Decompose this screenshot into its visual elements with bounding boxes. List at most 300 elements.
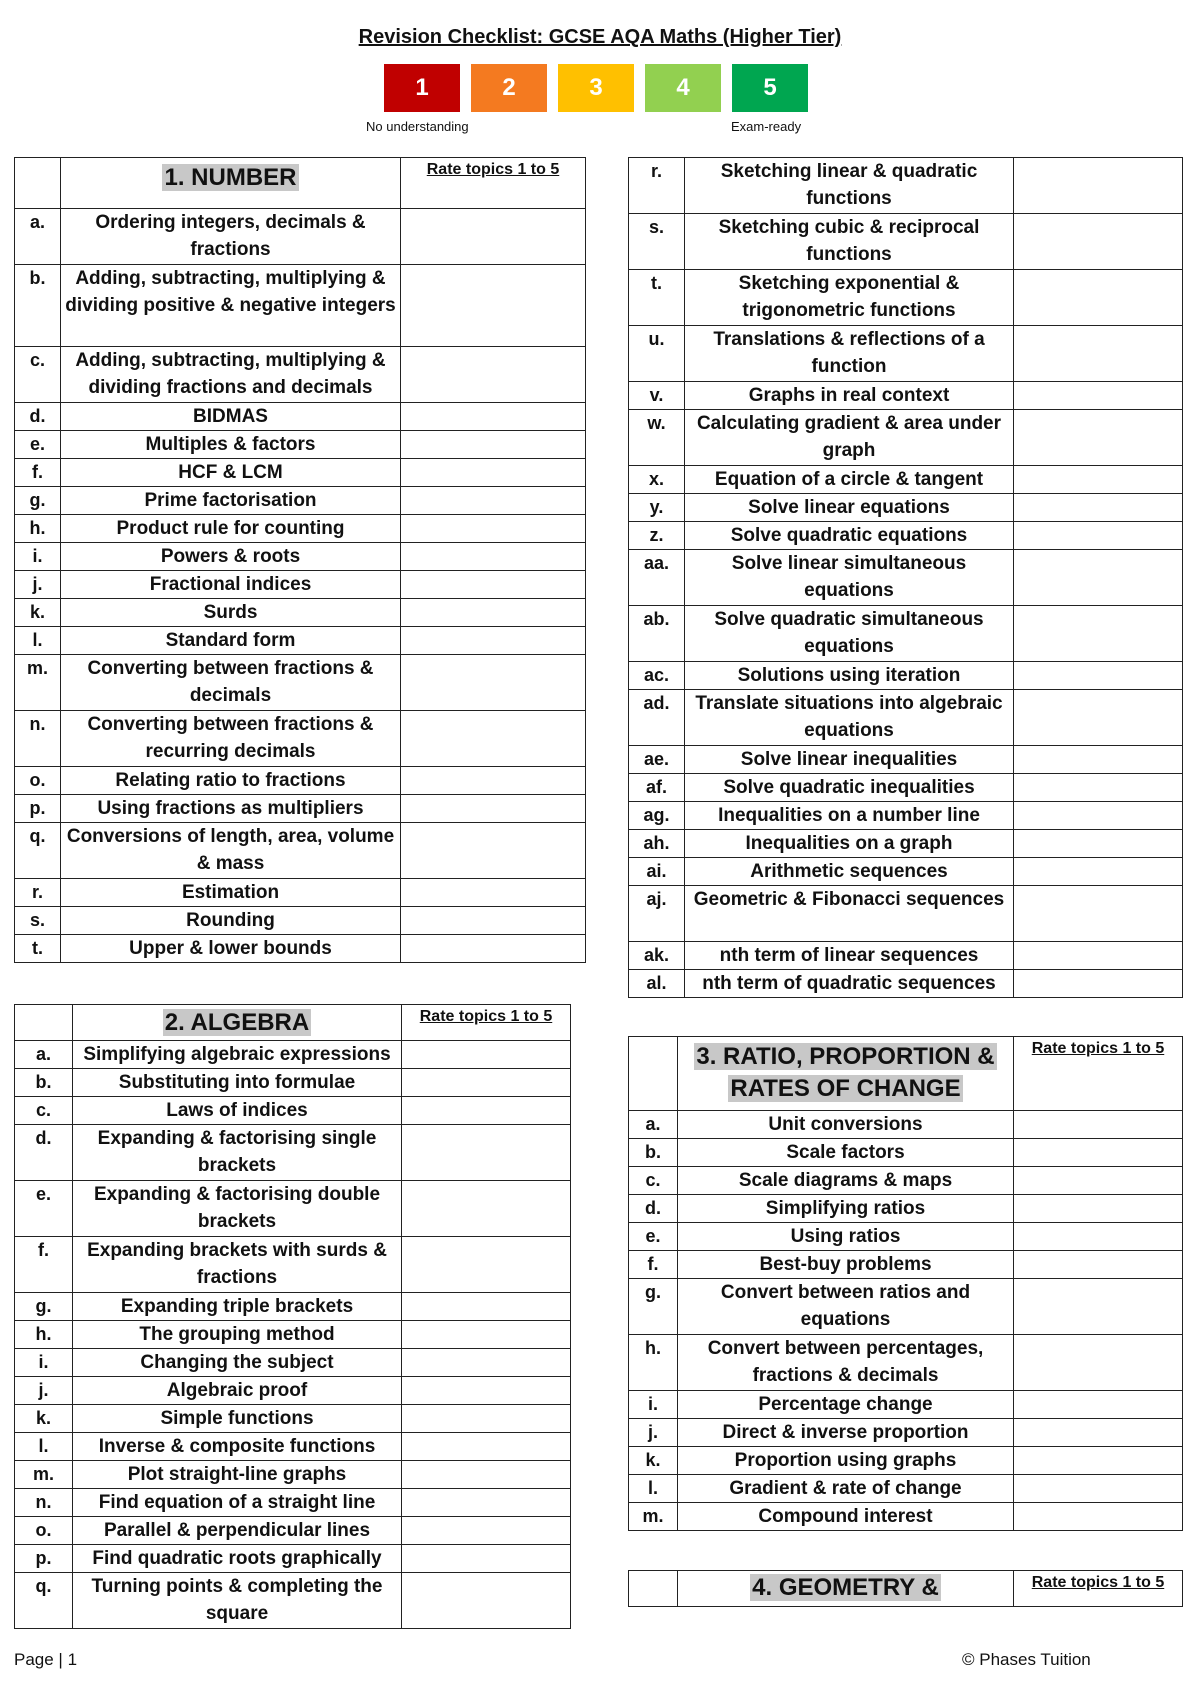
table-row <box>15 907 586 935</box>
rating-cell[interactable] <box>402 1293 571 1321</box>
rating-cell[interactable] <box>402 1069 571 1097</box>
topic-name: Relating ratio to fractions <box>61 767 401 795</box>
topic-name: Upper & lower bounds <box>61 935 401 963</box>
topic-letter: e. <box>15 1181 73 1237</box>
topic-name: Unit conversions <box>678 1111 1014 1139</box>
topic-name: Solve quadratic simultaneous equations <box>685 606 1014 662</box>
table-row <box>629 746 1183 774</box>
rating-1-box: 1 <box>384 64 460 112</box>
rating-cell[interactable] <box>401 209 586 265</box>
topic-letter: al. <box>629 970 685 998</box>
table-row <box>15 1097 571 1125</box>
topic-letter: w. <box>629 410 685 466</box>
table-row <box>15 1461 571 1489</box>
topic-name: nth term of linear sequences <box>685 942 1014 970</box>
rating-cell[interactable] <box>402 1517 571 1545</box>
table-row <box>15 209 586 265</box>
table-row <box>15 767 586 795</box>
table-row <box>15 935 586 963</box>
topic-letter: j. <box>15 1377 73 1405</box>
table-row <box>15 459 586 487</box>
rating-cell[interactable] <box>401 543 586 571</box>
table-header-row <box>15 1005 571 1041</box>
rating-cell[interactable] <box>1014 830 1183 858</box>
topic-letter: a. <box>15 1041 73 1069</box>
rating-cell[interactable] <box>1014 1167 1183 1195</box>
ratio-table <box>628 1036 1183 1531</box>
table-row <box>629 522 1183 550</box>
topic-letter: p. <box>15 1545 73 1573</box>
rating-cell[interactable] <box>402 1097 571 1125</box>
topic-letter: h. <box>15 1321 73 1349</box>
rating-cell[interactable] <box>1014 1195 1183 1223</box>
table-row <box>15 1181 571 1237</box>
topic-letter: c. <box>15 1097 73 1125</box>
topic-letter: m. <box>629 1503 678 1531</box>
topic-name: Prime factorisation <box>61 487 401 515</box>
rating-cell[interactable] <box>401 347 586 403</box>
table-row <box>15 543 586 571</box>
copyright: © Phases Tuition <box>962 1650 1091 1669</box>
table-row <box>629 802 1183 830</box>
table-row <box>629 466 1183 494</box>
table-row <box>15 655 586 711</box>
rating-cell[interactable] <box>401 459 586 487</box>
rating-2-box: 2 <box>471 64 547 112</box>
rating-cell[interactable] <box>402 1321 571 1349</box>
table-row <box>629 550 1183 606</box>
topic-name: Simple functions <box>73 1405 402 1433</box>
algebra-table <box>14 1004 571 1629</box>
rating-cell[interactable] <box>401 431 586 459</box>
section-title: 3. RATIO, PROPORTION & RATES OF CHANGE <box>678 1037 1014 1111</box>
topic-letter: j. <box>15 571 61 599</box>
rating-cell[interactable] <box>402 1349 571 1377</box>
topic-letter: d. <box>15 403 61 431</box>
table-row <box>629 774 1183 802</box>
rating-cell[interactable] <box>401 571 586 599</box>
topic-name: Simplifying algebraic expressions <box>73 1041 402 1069</box>
rating-cell[interactable] <box>1014 270 1183 326</box>
topic-letter: s. <box>629 214 685 270</box>
topic-name: Calculating gradient & area under graph <box>685 410 1014 466</box>
rating-cell[interactable] <box>401 627 586 655</box>
topic-letter: q. <box>15 1573 73 1629</box>
topic-letter: ad. <box>629 690 685 746</box>
topic-name: Surds <box>61 599 401 627</box>
topic-name: Convert between ratios and equations <box>678 1279 1014 1335</box>
scale-low-caption: No understanding <box>366 119 469 134</box>
rating-cell[interactable] <box>402 1181 571 1237</box>
table-row <box>15 1517 571 1545</box>
topic-letter: c. <box>629 1167 678 1195</box>
table-row <box>15 347 586 403</box>
topic-name: Percentage change <box>678 1391 1014 1419</box>
topic-name: Ordering integers, decimals & fractions <box>61 209 401 265</box>
topic-letter: ac. <box>629 662 685 690</box>
table-row <box>629 606 1183 662</box>
table-row <box>629 410 1183 466</box>
topic-name: Converting between fractions & recurring decimals <box>61 711 401 767</box>
table-row <box>15 515 586 543</box>
topic-name: Inequalities on a graph <box>685 830 1014 858</box>
rating-cell[interactable] <box>402 1461 571 1489</box>
topic-letter: e. <box>15 431 61 459</box>
topic-name: Scale diagrams & maps <box>678 1167 1014 1195</box>
topic-name: Inequalities on a number line <box>685 802 1014 830</box>
page-title: Revision Checklist: GCSE AQA Maths (Higher Tier) <box>358 26 842 48</box>
header-blank-cell <box>15 1005 73 1041</box>
topic-name: Changing the subject <box>73 1349 402 1377</box>
rate-topics-link[interactable]: Rate topics 1 to 5 <box>401 158 586 209</box>
topic-name: Find quadratic roots graphically <box>73 1545 402 1573</box>
topic-name: Turning points & completing the square <box>73 1573 402 1629</box>
rating-cell[interactable] <box>1014 858 1183 886</box>
table-row <box>629 830 1183 858</box>
topic-name: Compound interest <box>678 1503 1014 1531</box>
topic-name: Graphs in real context <box>685 382 1014 410</box>
topic-name: BIDMAS <box>61 403 401 431</box>
table-row <box>629 214 1183 270</box>
topic-letter: a. <box>629 1111 678 1139</box>
topic-letter: h. <box>629 1335 678 1391</box>
table-row <box>15 1573 571 1629</box>
topic-name: Translations & reflections of a function <box>685 326 1014 382</box>
rating-cell[interactable] <box>401 487 586 515</box>
topic-letter: u. <box>629 326 685 382</box>
topic-name: The grouping method <box>73 1321 402 1349</box>
table-row <box>629 494 1183 522</box>
topic-name: Sketching linear & quadratic functions <box>685 158 1014 214</box>
table-row <box>15 1125 571 1181</box>
topic-letter: k. <box>629 1447 678 1475</box>
topic-letter: k. <box>15 599 61 627</box>
topic-letter: v. <box>629 382 685 410</box>
table-row <box>629 970 1183 998</box>
topic-letter: p. <box>15 795 61 823</box>
table-header-row <box>629 1571 1183 1607</box>
rating-cell[interactable] <box>402 1433 571 1461</box>
table-row <box>15 265 586 347</box>
header-blank-cell <box>15 158 61 209</box>
topic-letter: o. <box>15 1517 73 1545</box>
table-row <box>629 886 1183 942</box>
rating-cell[interactable] <box>401 655 586 711</box>
topic-name: Equation of a circle & tangent <box>685 466 1014 494</box>
rating-cell[interactable] <box>401 265 586 347</box>
table-row <box>629 1251 1183 1279</box>
rating-cell[interactable] <box>1014 1447 1183 1475</box>
rating-cell[interactable] <box>401 711 586 767</box>
topic-name: Converting between fractions & decimals <box>61 655 401 711</box>
topic-letter: m. <box>15 1461 73 1489</box>
topic-name: Inverse & composite functions <box>73 1433 402 1461</box>
topic-name: Powers & roots <box>61 543 401 571</box>
topic-name: Expanding triple brackets <box>73 1293 402 1321</box>
topic-letter: ae. <box>629 746 685 774</box>
topic-name: Geometric & Fibonacci sequences <box>685 886 1014 942</box>
topic-name: Arithmetic sequences <box>685 858 1014 886</box>
rating-cell[interactable] <box>1014 466 1183 494</box>
rating-cell[interactable] <box>1014 1111 1183 1139</box>
rating-cell[interactable] <box>401 935 586 963</box>
table-header-row <box>629 1037 1183 1111</box>
table-row <box>629 942 1183 970</box>
topic-letter: t. <box>629 270 685 326</box>
topic-letter: ak. <box>629 942 685 970</box>
rating-cell[interactable] <box>401 879 586 907</box>
topic-letter: r. <box>15 879 61 907</box>
topic-letter: r. <box>629 158 685 214</box>
topic-letter: i. <box>629 1391 678 1419</box>
topic-name: Expanding & factorising single brackets <box>73 1125 402 1181</box>
table-row <box>15 1293 571 1321</box>
topic-name: Using ratios <box>678 1223 1014 1251</box>
header-blank-cell <box>629 1571 678 1607</box>
topic-name: Product rule for counting <box>61 515 401 543</box>
header-blank-cell <box>629 1037 678 1111</box>
table-row <box>629 1167 1183 1195</box>
topic-letter: o. <box>15 767 61 795</box>
topic-name: Convert between percentages, fractions & decimals <box>678 1335 1014 1391</box>
table-row <box>629 1475 1183 1503</box>
rating-cell[interactable] <box>402 1545 571 1573</box>
geometry-table <box>628 1570 1183 1607</box>
table-row <box>629 1503 1183 1531</box>
topic-name: Expanding & factorising double brackets <box>73 1181 402 1237</box>
topic-name: Sketching exponential & trigonometric functions <box>685 270 1014 326</box>
topic-name: Multiples & factors <box>61 431 401 459</box>
rating-cell[interactable] <box>402 1237 571 1293</box>
rating-cell[interactable] <box>1014 158 1183 214</box>
topic-name: Plot straight-line graphs <box>73 1461 402 1489</box>
rating-cell[interactable] <box>1014 774 1183 802</box>
rating-cell[interactable] <box>1014 606 1183 662</box>
rating-cell[interactable] <box>401 823 586 879</box>
table-row <box>15 599 586 627</box>
topic-name: Scale factors <box>678 1139 1014 1167</box>
rating-cell[interactable] <box>1014 1391 1183 1419</box>
table-row <box>629 1111 1183 1139</box>
topic-letter: g. <box>15 487 61 515</box>
topic-letter: m. <box>15 655 61 711</box>
topic-letter: l. <box>15 627 61 655</box>
rating-cell[interactable] <box>1014 382 1183 410</box>
topic-name: Solve linear simultaneous equations <box>685 550 1014 606</box>
topic-letter: l. <box>629 1475 678 1503</box>
topic-name: Laws of indices <box>73 1097 402 1125</box>
topic-name: Translate situations into algebraic equations <box>685 690 1014 746</box>
section-title: 1. NUMBER <box>61 158 401 209</box>
table-row <box>629 158 1183 214</box>
table-row <box>629 270 1183 326</box>
table-row <box>15 1405 571 1433</box>
rating-cell[interactable] <box>401 767 586 795</box>
topic-name: nth term of quadratic sequences <box>685 970 1014 998</box>
table-row <box>15 1489 571 1517</box>
topic-name: Solve quadratic inequalities <box>685 774 1014 802</box>
table-row <box>15 1349 571 1377</box>
rating-cell[interactable] <box>1014 214 1183 270</box>
algebra-continued-table <box>628 157 1183 998</box>
topic-name: Sketching cubic & reciprocal functions <box>685 214 1014 270</box>
table-row <box>15 823 586 879</box>
topic-name: Simplifying ratios <box>678 1195 1014 1223</box>
topic-name: Expanding brackets with surds & fractions <box>73 1237 402 1293</box>
topic-name: Parallel & perpendicular lines <box>73 1517 402 1545</box>
table-row <box>15 795 586 823</box>
topic-letter: a. <box>15 209 61 265</box>
table-row <box>15 627 586 655</box>
rating-cell[interactable] <box>401 515 586 543</box>
rating-cell[interactable] <box>1014 886 1183 942</box>
rating-cell[interactable] <box>401 795 586 823</box>
topic-letter: i. <box>15 543 61 571</box>
table-row <box>15 1237 571 1293</box>
rating-cell[interactable] <box>401 403 586 431</box>
topic-name: Solve linear equations <box>685 494 1014 522</box>
topic-letter: z. <box>629 522 685 550</box>
table-row <box>629 382 1183 410</box>
rating-cell[interactable] <box>1014 326 1183 382</box>
table-row <box>15 879 586 907</box>
topic-letter: b. <box>629 1139 678 1167</box>
table-row <box>15 403 586 431</box>
rating-cell[interactable] <box>1014 802 1183 830</box>
topic-name: Adding, subtracting, multiplying & dividing fractions and decimals <box>61 347 401 403</box>
topic-name: Gradient & rate of change <box>678 1475 1014 1503</box>
rating-cell[interactable] <box>1014 1335 1183 1391</box>
rate-topics-link[interactable]: Rate topics 1 to 5 <box>1014 1037 1183 1111</box>
table-row <box>15 1321 571 1349</box>
topic-letter: d. <box>629 1195 678 1223</box>
rating-cell[interactable] <box>402 1377 571 1405</box>
table-row <box>629 1223 1183 1251</box>
table-row <box>629 858 1183 886</box>
table-row <box>15 1377 571 1405</box>
rating-cell[interactable] <box>402 1405 571 1433</box>
topic-letter: n. <box>15 1489 73 1517</box>
topic-name: Find equation of a straight line <box>73 1489 402 1517</box>
section-title: 2. ALGEBRA <box>73 1005 402 1041</box>
topic-letter: ag. <box>629 802 685 830</box>
rating-cell[interactable] <box>402 1573 571 1629</box>
topic-name: HCF & LCM <box>61 459 401 487</box>
topic-name: Best-buy problems <box>678 1251 1014 1279</box>
topic-letter: aj. <box>629 886 685 942</box>
topic-name: Solutions using iteration <box>685 662 1014 690</box>
topic-name: Direct & inverse proportion <box>678 1419 1014 1447</box>
topic-name: Using fractions as multipliers <box>61 795 401 823</box>
topic-name: Solve quadratic equations <box>685 522 1014 550</box>
topic-letter: y. <box>629 494 685 522</box>
topic-letter: f. <box>15 459 61 487</box>
rating-cell[interactable] <box>401 907 586 935</box>
topic-letter: e. <box>629 1223 678 1251</box>
topic-letter: l. <box>15 1433 73 1461</box>
table-row <box>15 571 586 599</box>
rating-cell[interactable] <box>1014 522 1183 550</box>
topic-letter: aa. <box>629 550 685 606</box>
topic-letter: h. <box>15 515 61 543</box>
topic-letter: q. <box>15 823 61 879</box>
table-row <box>629 662 1183 690</box>
section-title: 4. GEOMETRY & <box>678 1571 1014 1607</box>
rating-cell[interactable] <box>1014 1139 1183 1167</box>
topic-letter: n. <box>15 711 61 767</box>
table-row <box>15 1545 571 1573</box>
topic-letter: i. <box>15 1349 73 1377</box>
topic-letter: ah. <box>629 830 685 858</box>
table-row <box>629 1419 1183 1447</box>
rating-3-box: 3 <box>558 64 634 112</box>
rating-cell[interactable] <box>1014 1251 1183 1279</box>
topic-letter: k. <box>15 1405 73 1433</box>
topic-name: Adding, subtracting, multiplying & dividing positive & negative integers <box>61 265 401 347</box>
topic-name: Solve linear inequalities <box>685 746 1014 774</box>
rating-cell[interactable] <box>1014 1475 1183 1503</box>
rating-cell[interactable] <box>1014 662 1183 690</box>
topic-letter: g. <box>15 1293 73 1321</box>
topic-name: Proportion using graphs <box>678 1447 1014 1475</box>
topic-letter: ai. <box>629 858 685 886</box>
rating-cell[interactable] <box>402 1489 571 1517</box>
table-row <box>15 1069 571 1097</box>
topic-letter: s. <box>15 907 61 935</box>
rating-5-box: 5 <box>732 64 808 112</box>
rating-cell[interactable] <box>1014 1419 1183 1447</box>
rating-cell[interactable] <box>1014 1223 1183 1251</box>
topic-name: Standard form <box>61 627 401 655</box>
table-row <box>629 1279 1183 1335</box>
rating-cell[interactable] <box>1014 410 1183 466</box>
topic-name: Estimation <box>61 879 401 907</box>
rating-cell[interactable] <box>1014 942 1183 970</box>
rating-cell[interactable] <box>1014 550 1183 606</box>
table-row <box>629 1391 1183 1419</box>
rating-cell[interactable] <box>1014 1279 1183 1335</box>
topic-name: Conversions of length, area, volume & mass <box>61 823 401 879</box>
rating-cell[interactable] <box>1014 494 1183 522</box>
topic-letter: f. <box>629 1251 678 1279</box>
topic-name: Algebraic proof <box>73 1377 402 1405</box>
rate-topics-link[interactable]: Rate topics 1 to 5 <box>1014 1571 1183 1607</box>
rating-cell[interactable] <box>1014 970 1183 998</box>
rating-cell[interactable] <box>401 599 586 627</box>
topic-name: Substituting into formulae <box>73 1069 402 1097</box>
rating-cell[interactable] <box>402 1041 571 1069</box>
rating-cell[interactable] <box>1014 746 1183 774</box>
topic-name: Fractional indices <box>61 571 401 599</box>
table-row <box>629 1447 1183 1475</box>
table-row <box>15 1433 571 1461</box>
rating-4-box: 4 <box>645 64 721 112</box>
topic-letter: b. <box>15 1069 73 1097</box>
topic-name: Rounding <box>61 907 401 935</box>
rating-cell[interactable] <box>1014 1503 1183 1531</box>
rating-cell[interactable] <box>402 1125 571 1181</box>
topic-letter: c. <box>15 347 61 403</box>
topic-letter: d. <box>15 1125 73 1181</box>
topic-letter: t. <box>15 935 61 963</box>
table-row <box>629 690 1183 746</box>
rating-cell[interactable] <box>1014 690 1183 746</box>
table-row <box>15 431 586 459</box>
table-header-row <box>15 158 586 209</box>
rate-topics-link[interactable]: Rate topics 1 to 5 <box>402 1005 571 1041</box>
table-row <box>629 1195 1183 1223</box>
scale-high-caption: Exam-ready <box>731 119 802 134</box>
